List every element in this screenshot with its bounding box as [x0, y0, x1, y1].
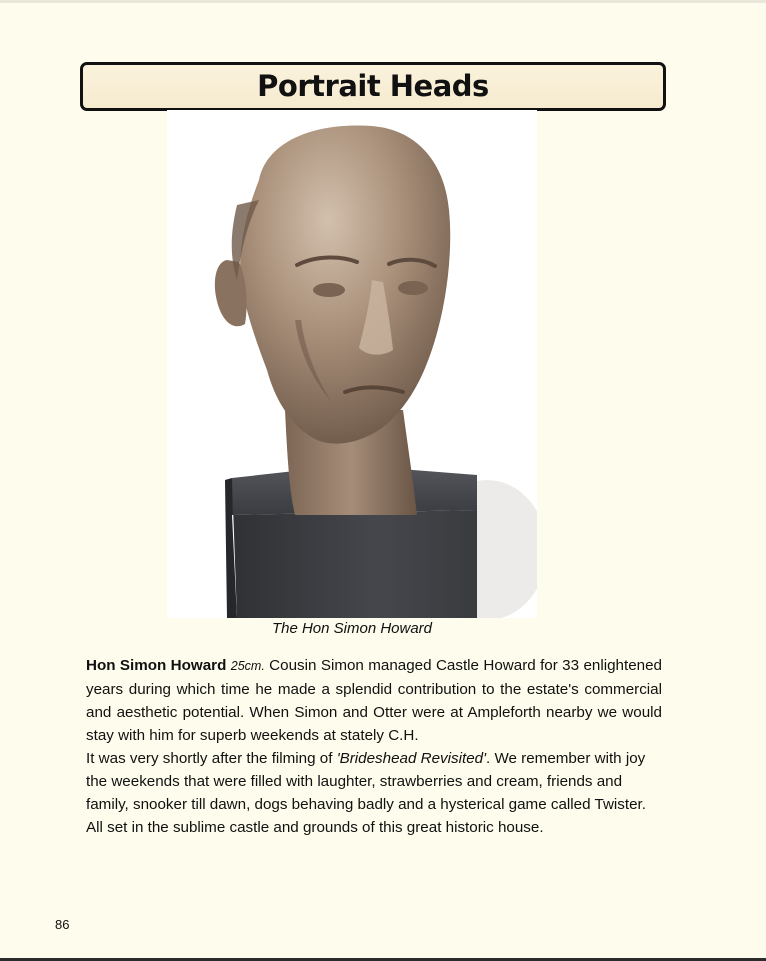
film-title: 'Brideshead Revisited'	[336, 750, 487, 767]
body-text	[86, 654, 662, 839]
bust-illustration	[167, 110, 537, 618]
paragraph-1	[86, 654, 662, 747]
title-banner	[80, 62, 666, 111]
sculpture-photo	[167, 110, 537, 618]
bust-ear	[215, 260, 247, 326]
paragraph-2-text: . We remember with joy the weekends that were filled with laughter, strawberries and cream, friends and family, snooker till dawn, dogs behaving badly and a hysterical game called Twister. All set in the sublime castle and grounds of this great historic house.	[86, 750, 646, 836]
sculpture-size: 25cm.	[230, 659, 265, 673]
top-rule	[0, 0, 766, 3]
left-eye	[313, 283, 345, 297]
page-title: Portrait Heads	[257, 69, 489, 103]
page-number: 86	[55, 917, 70, 932]
paragraph-2-lead: It was very shortly after the filming of	[86, 750, 337, 767]
photo-caption: The Hon Simon Howard	[271, 620, 433, 637]
paragraph-1-text: Cousin Simon managed Castle Howard for 33 enlightened years during which time he made a splendid contribution to the estate's commercial and aesthetic potential. When Simon and Otter were at Ampleforth nearby we would stay with him for superb weekends at stately C.H.	[86, 657, 662, 744]
right-eye	[398, 281, 428, 295]
subject-name: Hon Simon Howard	[86, 657, 227, 674]
paragraph-2	[86, 747, 662, 839]
